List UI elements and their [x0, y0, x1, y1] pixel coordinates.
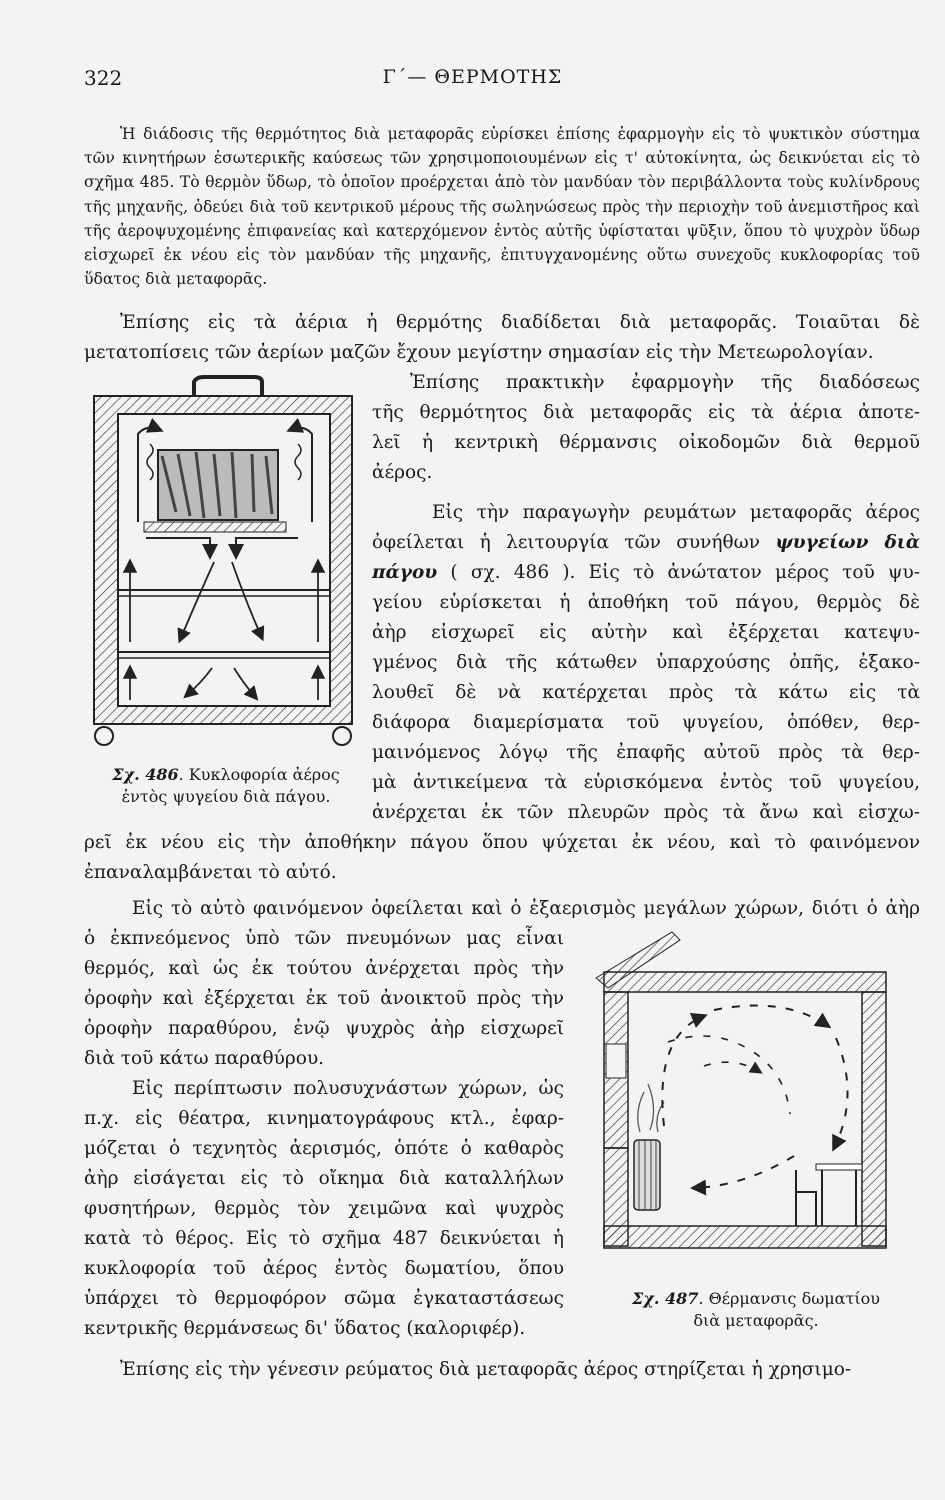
figure-487-caption: Σχ. 487. Θέρμανσις δωματίου διὰ μεταφορᾶς. — [632, 1289, 880, 1330]
paragraph-central-heating: Ἐπίσης πρακτικὴν ἐφαρμογὴν τῆς διαδόσεως τῆς θερμότητος διὰ μεταφορᾶς εἰς τὰ ἀέρια ἀποτε- λεῖ ἡ κεντρικὴ θέρμανσις οἰκοδομῶν διὰ θερμοῦ ἀέρος. — [372, 372, 920, 483]
paragraph-ventilation: ὁ ἐκπνεόμενος ὑπὸ τῶν πνευμόνων μας εἶναι θερμός, καὶ ὡς ἐκ τούτου ἀνέρχεται πρὸς τὴν ὀροφὴν καὶ ἐξέρχεται ἐκ τοῦ ἀνοικτοῦ πρὸς τὴν ὀροφὴν παραθύρου, ἐνῷ ψυχρὸς ἀὴρ εἰσχωρεῖ διὰ τοῦ κάτω παραθύρου. — [84, 928, 564, 1069]
paragraph-gases: Ἐπίσης εἰς τὰ ἀέρια ἡ θερμότης διαδίδεται διὰ μεταφορᾶς. Τοιαῦται δὲ μετατοπίσεις τῶν ἀερίων μαζῶν ἔχουν μεγίστην σημασίαν εἰς τὴν Μετεωρολογίαν. — [84, 312, 920, 363]
figure-486-label: Σχ. 486 — [112, 765, 179, 784]
paragraph-ventilation-first: Εἰς τὸ αὐτὸ φαινόμενον ὀφείλεται καὶ ὁ ἐξαερισμὸς μεγάλων χώρων, διότι ὁ ἀὴρ — [132, 898, 920, 919]
running-header: Γ΄— ΘΕΡΜΟΤΗΣ — [382, 66, 563, 88]
figure-486-icebox — [86, 372, 366, 757]
figure-486-caption: Σχ. 486. Κυκλοφορία ἀέρος ἐντὸς ψυγείου διὰ πάγου. — [112, 765, 340, 806]
paragraph-icebox: Εἰς τὴν παραγωγὴν ρευμάτων μεταφορᾶς ἀέρος ὀφείλεται ἡ λειτουργία τῶν συνήθων ψυγείων διὰ πάγου ( σχ. 486 ). Εἰς τὸ ἀνώτατον μέρος τοῦ ψυ- γείου εὑρίσκεται ἡ ἀποθήκη τοῦ πάγου, θερμὸς δὲ ἀὴρ εἰσχωρεῖ εἰς αὐτὴν καὶ ἐξέρχεται κατεψυ- γμένος διὰ τῆς κάτωθεν ὑπαρχούσης ὀπῆς, ἐξακο- λουθεῖ δὲ νὰ κατέρχεται πρὸς τὰ κάτω εἰς τὰ διάφορα διαμερίσματα τοῦ ψυγείου, ὁπόθεν, θερ- μαινόμενος λόγῳ τῆς ἐπαφῆς αὐτοῦ πρὸς τὰ θερ- μὰ ἀντικείμενα τὰ εὑρισκόμενα ἐντὸς τοῦ ψυγείου, ἀνέρχεται ἐκ τῶν πλευρῶν πρὸς τὰ ἄνω καὶ εἰσχω- — [372, 502, 920, 823]
paragraph-artificial-ventilation: Εἰς περίπτωσιν πολυσυχνάστων χώρων, ὡς π.χ. εἰς θέατρα, κινηματογράφους κτλ., ἐφαρ- μόζεται ὁ τεχνητὸς ἀερισμός, ὁπότε ὁ καθαρὸς ἀὴρ εἰσάγεται εἰς τὸ οἴκημα διὰ καταλλήλων φυσητήρων, θερμὸς τὸν χειμῶνα καὶ ψυχρὸς κατὰ τὸ θέρος. Εἰς τὸ σχῆμα 487 δεικνύεται ἡ κυκλοφορία τοῦ ἀέρος ἐντὸς δωματίου, ὅπου ὑπάρχει τὸ θερμοφόρον σῶμα ἐγκαταστάσεως κεντρικῆς θερμάνσεως δι' ὕδατος (καλοριφέρ). — [84, 1078, 564, 1339]
figure-487-room — [584, 926, 904, 1286]
figure-487-label: Σχ. 487 — [632, 1289, 699, 1308]
paragraph-final: Ἐπίσης εἰς τὴν γένεσιν ρεύματος διὰ μεταφορᾶς ἀέρος στηρίζεται ἡ χρησιμο- — [120, 1359, 852, 1380]
page-number: 322 — [84, 66, 123, 90]
paragraph-engine-cooling: Ἡ διάδοσις τῆς θερμότητος διὰ μεταφορᾶς εὑρίσκει ἐπίσης ἐφαρμογὴν εἰς τὸ ψυκτικὸν σύστημα τῶν κινητήρων ἐσωτερικῆς καύσεως τῶν χρησιμοποιουμένων εἰς τ' αὐτοκίνητα, ὡς δεικνύεται εἰς τὸ σχῆμα 485. Τὸ θερμὸν ὕδωρ, τὸ ὁποῖον προέρχεται ἀπὸ τὸν μανδύαν τὸν περιβάλλοντα τοὺς κυλίνδρους τῆς μηχανῆς, ὁδεύει διὰ τοῦ κεντρικοῦ μέρους τῆς σωληνώσεως πρὸς τὴν περιοχὴν τοῦ ἀνεμιστῆρος καὶ τῆς ἀεροψυχομένης ἐπιφανείας καὶ κατερχόμενον ἐντὸς αὐτῆς ὑφίσταται ψῦξιν, ὅπου τὸ ψυχρὸν ὕδωρ εἰσχωρεῖ ἐκ νέου εἰς τὸν μανδύαν τῆς μηχανῆς, ἐπιτυγχανομένης οὕτω συνεχοῦς κυκλοφορίας τοῦ ὕδατος διὰ μεταφορᾶς. — [84, 125, 920, 289]
paragraph-icebox-tail: ρεῖ ἐκ νέου εἰς τὴν ἀποθήκην πάγου ὅπου ψύχεται ἐκ νέου, καὶ τὸ φαινόμενον ἐπαναλαμβάνεται τὸ αὐτό. — [84, 832, 920, 883]
